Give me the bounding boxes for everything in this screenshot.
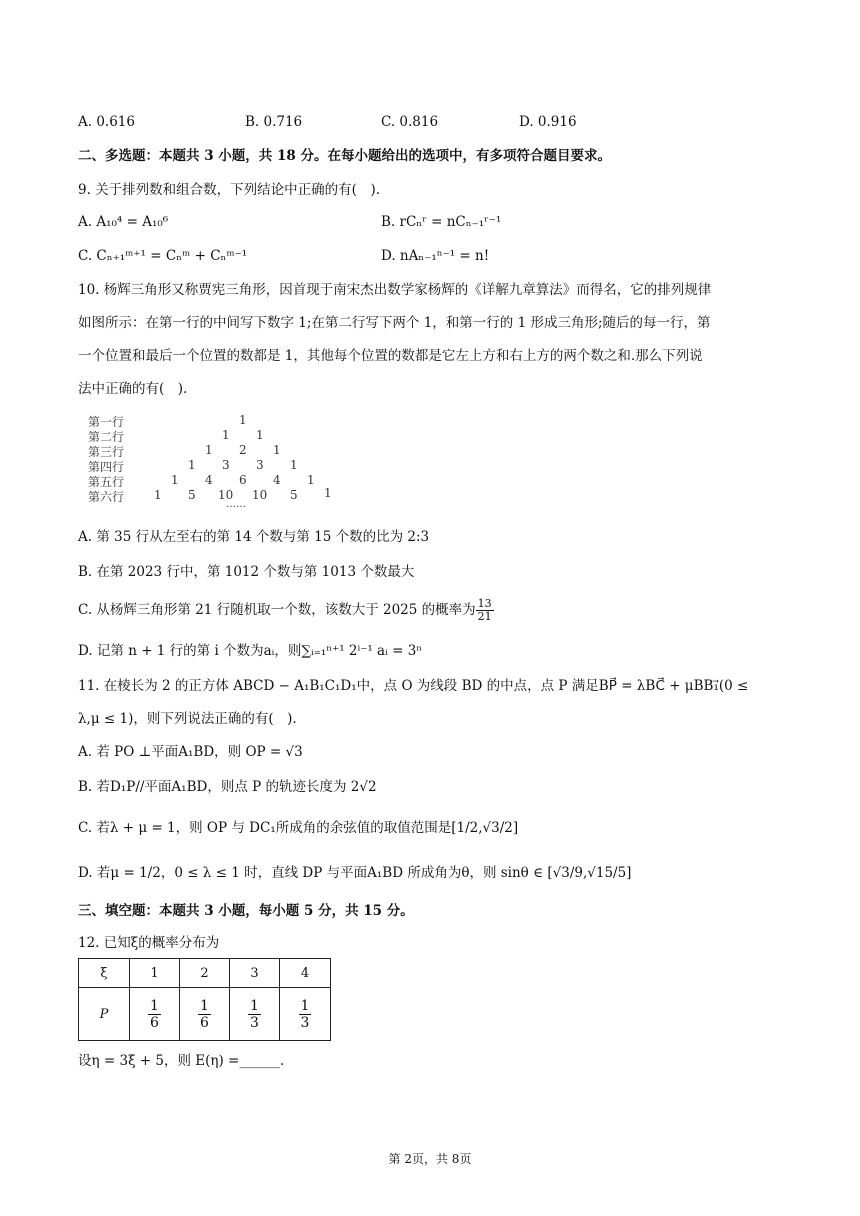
table-cell bbox=[130, 988, 180, 1041]
triangle-number: 1 bbox=[188, 458, 196, 472]
table-header-cell: 3 bbox=[230, 959, 280, 988]
section-heading-fill-in: 三、填空题：本题共 3 小题，每小题 5 分，共 15 分。 bbox=[78, 903, 414, 919]
page-footer: 第 2页，共 8页 bbox=[388, 1152, 472, 1166]
triangle-number: 1 bbox=[324, 486, 332, 500]
q11-option-c: C. 若λ + μ = 1，则 OP 与 DC₁所成角的余弦值的取值范围是[1/2,√3/2] bbox=[78, 820, 519, 836]
q9-option-b: B. rCₙʳ = nCₙ₋₁ʳ⁻¹ bbox=[381, 214, 502, 230]
q10-stem-line-2: 如图所示：在第一行的中间写下数字 1;在第二行写下两个 1，和第一行的 1 形成三角形;随后的每一行，第 bbox=[78, 315, 711, 331]
probability-fraction: $\frac{13}{21}$ bbox=[477, 597, 492, 623]
row-label-6: 第六行 bbox=[88, 490, 125, 504]
q9-stem: 9. 关于排列数和组合数，下列结论中正确的有( ). bbox=[78, 182, 380, 198]
row-label-5: 第五行 bbox=[88, 475, 125, 489]
q9-option-c: C. Cₙ₊₁ᵐ⁺¹ = Cₙᵐ + Cₙᵐ⁻¹ bbox=[78, 248, 248, 264]
triangle-number: 2 bbox=[239, 443, 247, 457]
triangle-number: 4 bbox=[273, 473, 281, 487]
table-header-row bbox=[79, 959, 331, 988]
q11-option-d: D. 若μ = 1/2，0 ≤ λ ≤ 1 时，直线 DP 与平面A₁BD 所成角为θ，则 sinθ ∈ [√3/9,√15/5] bbox=[78, 865, 632, 881]
q8-option-a: A. 0.616 bbox=[78, 114, 135, 130]
table-cell-p-label: P bbox=[79, 988, 130, 1041]
q10-stem-line-1: 10. 杨辉三角形又称贾宪三角形，因首现于南宋杰出数学家杨辉的《详解九章算法》而得名，它的排列规律 bbox=[78, 282, 712, 298]
triangle-number: 1 bbox=[307, 473, 315, 487]
q11-stem-line-2: λ,μ ≤ 1)，则下列说法正确的有( ). bbox=[78, 711, 297, 727]
q11-option-b: B. 若D₁P//平面A₁BD，则点 P 的轨迹长度为 2√2 bbox=[78, 779, 377, 795]
triangle-number: 1 bbox=[205, 443, 213, 457]
triangle-ellipsis: …… bbox=[226, 499, 246, 510]
triangle-number: 1 bbox=[239, 413, 247, 427]
row-label-3: 第三行 bbox=[88, 445, 125, 459]
q11-option-a: A. 若 PO ⊥平面A₁BD，则 OP = √3 bbox=[78, 744, 303, 760]
fraction: $\frac{1}{6}$ bbox=[200, 997, 209, 1031]
table-row bbox=[79, 988, 331, 1041]
q10-stem-line-4: 法中正确的有( ). bbox=[78, 381, 188, 397]
table-header-cell: ξ bbox=[79, 959, 130, 988]
triangle-number: 3 bbox=[256, 458, 264, 472]
q10-option-c-text: C. 从杨辉三角形第 21 行随机取一个数，该数大于 2025 的概率为 bbox=[78, 602, 476, 618]
q9-option-a: A. A₁₀⁴ = A₁₀⁶ bbox=[78, 214, 169, 230]
triangle-number: 1 bbox=[171, 473, 179, 487]
table-header-cell: 1 bbox=[130, 959, 180, 988]
table-header-cell: 2 bbox=[180, 959, 230, 988]
triangle-number: 5 bbox=[290, 488, 298, 502]
fraction: $\frac{1}{3}$ bbox=[300, 997, 310, 1031]
q8-option-b: B. 0.716 bbox=[245, 114, 303, 130]
triangle-number: 1 bbox=[154, 488, 162, 502]
probability-distribution-table bbox=[78, 958, 331, 1041]
table-cell bbox=[280, 988, 331, 1041]
triangle-number: 1 bbox=[256, 428, 264, 442]
q12-question: 设η = 3ξ + 5，则 E(η) =______. bbox=[78, 1053, 285, 1069]
q10-option-c bbox=[78, 598, 494, 623]
q9-option-d: D. nAₙ₋₁ⁿ⁻¹ = n! bbox=[381, 248, 490, 264]
triangle-number: 1 bbox=[290, 458, 298, 472]
triangle-number: 10 bbox=[218, 488, 234, 502]
fraction: $\frac{1}{6}$ bbox=[150, 997, 159, 1031]
triangle-number: 4 bbox=[205, 473, 213, 487]
q12-stem: 12. 已知ξ的概率分布为 bbox=[78, 935, 220, 951]
table-header-cell: 4 bbox=[280, 959, 331, 988]
q10-option-a: A. 第 35 行从左至右的第 14 个数与第 15 个数的比为 2:3 bbox=[78, 529, 430, 545]
pascal-triangle-figure bbox=[88, 413, 348, 508]
fraction: $\frac{1}{3}$ bbox=[250, 997, 259, 1031]
triangle-number: 1 bbox=[222, 428, 230, 442]
table-cell bbox=[230, 988, 280, 1041]
table-cell bbox=[180, 988, 230, 1041]
q10-stem-line-3: 一个位置和最后一个位置的数都是 1，其他每个位置的数都是它左上方和右上方的两个数之和.那么下列说 bbox=[78, 348, 703, 364]
q10-option-d: D. 记第 n + 1 行的第 i 个数为aᵢ，则∑ᵢ₌₁ⁿ⁺¹ 2ⁱ⁻¹ aᵢ = 3ⁿ bbox=[78, 643, 423, 659]
q11-stem-line-1: 11. 在棱长为 2 的正方体 ABCD − A₁B₁C₁D₁中，点 O 为线段 BD 的中点，点 P 满足BP⃗ = λBC⃗ + μBB₁⃗(0 ≤ bbox=[78, 678, 749, 694]
triangle-number: 5 bbox=[188, 488, 196, 502]
triangle-number: 1 bbox=[273, 443, 281, 457]
q8-option-c: C. 0.816 bbox=[381, 114, 439, 130]
row-label-4: 第四行 bbox=[88, 460, 125, 474]
q8-option-d: D. 0.916 bbox=[519, 114, 577, 130]
q10-option-b: B. 在第 2023 行中，第 1012 个数与第 1013 个数最大 bbox=[78, 564, 415, 580]
row-label-2: 第二行 bbox=[88, 430, 125, 444]
triangle-number: 3 bbox=[222, 458, 230, 472]
triangle-number: 6 bbox=[239, 473, 247, 487]
section-heading-multiple-choice: 二、多选题：本题共 3 小题，共 18 分。在每小题给出的选项中，有多项符合题目要求。 bbox=[78, 148, 611, 164]
triangle-number: 10 bbox=[252, 488, 268, 502]
row-label-1: 第一行 bbox=[88, 415, 125, 429]
